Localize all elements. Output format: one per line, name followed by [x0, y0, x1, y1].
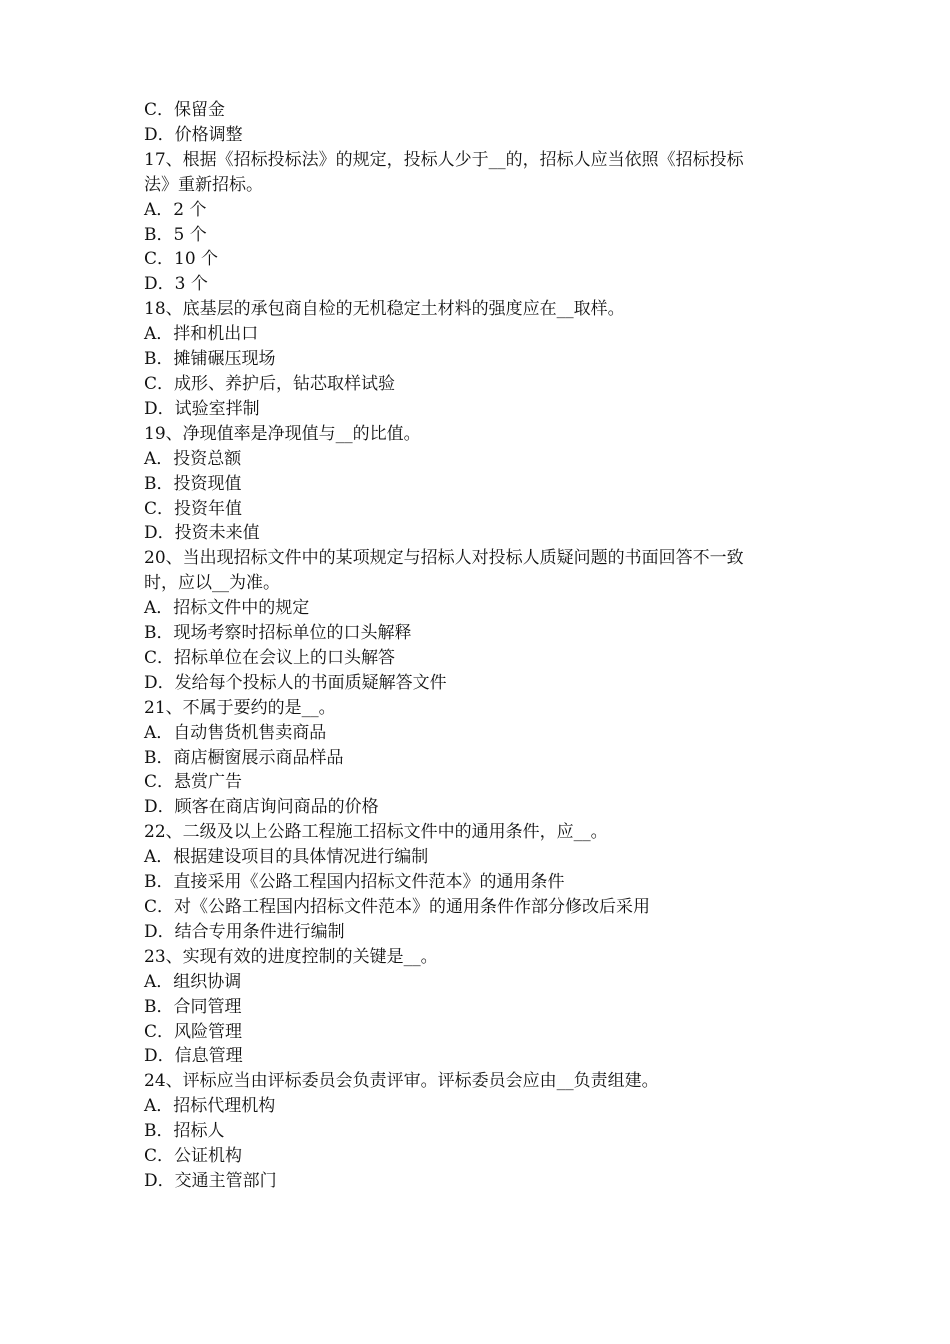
option-a-20: A．招标文件中的规定	[144, 598, 310, 619]
option-a-19: A．投资总额	[144, 448, 242, 469]
option-a-21: A．自动售货机售卖商品	[144, 722, 327, 743]
option-d-21: D．顾客在商店询问商品的价格	[144, 797, 379, 818]
option-a-23: A．组织协调	[144, 971, 242, 992]
document-page	[144, 98, 816, 1194]
option-c-19: C．投资年值	[144, 498, 243, 519]
question-22: 22、二级及以上公路工程施工招标文件中的通用条件，应__。	[144, 822, 608, 843]
option-d-24: D．交通主管部门	[144, 1170, 277, 1191]
option-d-16: D．价格调整	[144, 124, 243, 145]
option-c-18: C．成形、养护后，钻芯取样试验	[144, 373, 396, 394]
option-b-22: B．直接采用《公路工程国内招标文件范本》的通用条件	[144, 872, 565, 893]
question-17-line-1: 17、根据《招标投标法》的规定，投标人少于__的，招标人应当依照《招标投标	[144, 149, 744, 170]
option-a-22: A．根据建设项目的具体情况进行编制	[144, 847, 429, 868]
option-d-20: D．发给每个投标人的书面质疑解答文件	[144, 672, 447, 693]
option-a-18: A．拌和机出口	[144, 324, 259, 345]
question-19: 19、净现值率是净现值与__的比值。	[144, 423, 421, 444]
option-d-18: D．试验室拌制	[144, 398, 260, 419]
option-c-16: C．保留金	[144, 100, 226, 120]
option-b-24: B．招标人	[144, 1121, 225, 1142]
option-a-17: A．2 个	[144, 199, 207, 220]
option-d-22: D．结合专用条件进行编制	[144, 921, 345, 942]
question-24: 24、评标应当由评标委员会负责评审。评标委员会应由__负责组建。	[144, 1071, 659, 1092]
option-b-21: B．商店橱窗展示商品样品	[144, 747, 344, 768]
option-c-17: C．10 个	[144, 249, 219, 270]
option-b-19: B．投资现值	[144, 473, 242, 494]
option-b-18: B．摊铺碾压现场	[144, 349, 276, 370]
option-d-19: D．投资未来值	[144, 523, 260, 544]
option-d-23: D．信息管理	[144, 1046, 243, 1067]
question-20-line-2: 时，应以__为准。	[144, 573, 280, 594]
option-b-20: B．现场考察时招标单位的口头解释	[144, 623, 412, 644]
option-b-17: B．5 个	[144, 224, 207, 245]
question-17-line-2: 法》重新招标。	[144, 174, 263, 195]
question-21: 21、不属于要约的是__。	[144, 697, 336, 718]
option-c-20: C．招标单位在会议上的口头解答	[144, 647, 396, 668]
option-c-21: C．悬赏广告	[144, 772, 243, 793]
option-c-23: C．风险管理	[144, 1021, 243, 1042]
option-c-22: C．对《公路工程国内招标文件范本》的通用条件作部分修改后采用	[144, 897, 651, 917]
question-18: 18、底基层的承包商自检的无机稳定土材料的强度应在__取样。	[144, 299, 625, 320]
option-c-24: C．公证机构	[144, 1146, 243, 1167]
option-d-17: D．3 个	[144, 274, 208, 295]
option-a-24: A．招标代理机构	[144, 1096, 276, 1117]
question-23: 23、实现有效的进度控制的关键是__。	[144, 946, 438, 967]
option-b-23: B．合同管理	[144, 996, 242, 1017]
question-20-line-1: 20、当出现招标文件中的某项规定与招标人对投标人质疑问题的书面回答不一致	[144, 548, 744, 569]
